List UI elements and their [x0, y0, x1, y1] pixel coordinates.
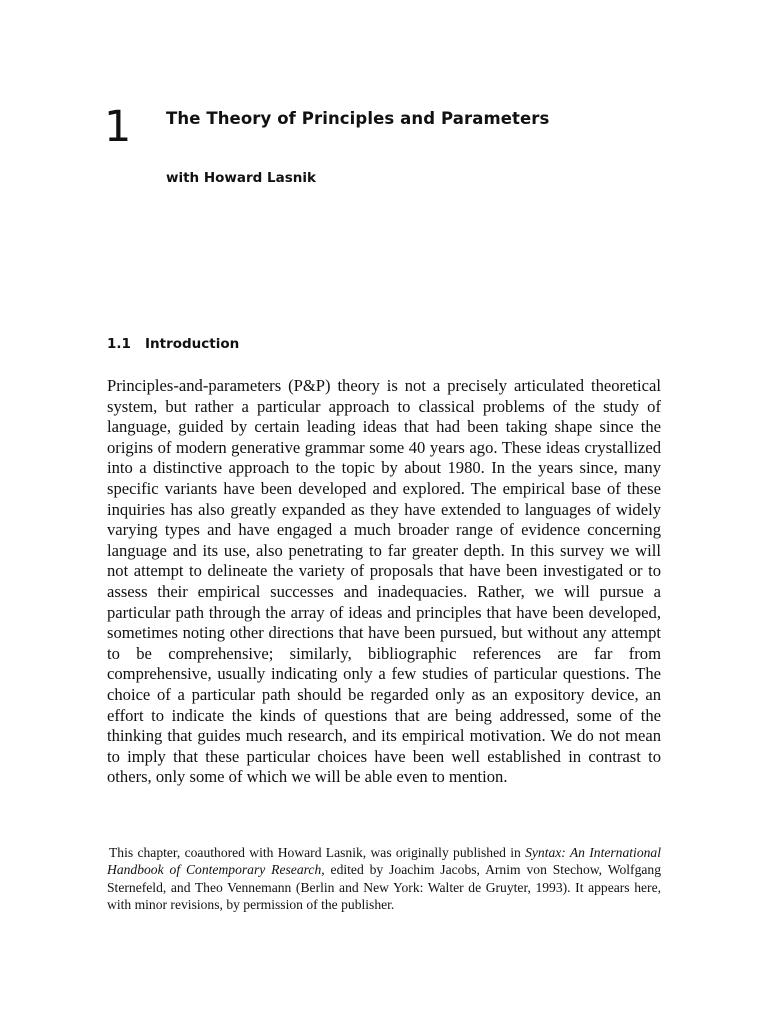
- body-paragraph: Principles-and-parameters (P&P) theory is not a precisely articulated theoretical system, but rather a particular approach to classical problems of the study of language, guided by certain leading ideas that had been taking shape since the origins of modern generative grammar some 40 years ago. These ideas crystallized into a distinctive approach to the topic by about 1980. In the years since, many specific variants have been developed and explored. The empirical base of these inquiries has also greatly expanded as they have extended to languages of widely varying types and have engaged a much broader range of evidence concerning language and its use, also penetrating to far greater depth. In this survey we will not attempt to delineate the variety of proposals that have been investigated or to assess their empirical successes and inadequacies. Rather, we will pursue a particular path through the array of ideas and principles that have been developed, sometimes noting other directions that have been pursued, but without any attempt to be comprehensive; similarly, bibliographic references are far from comprehensive, usually indicating only a few studies of particular questions. The choice of a particular path should be regarded only as an expository device, an effort to indicate the kinds of questions that are being addressed, some of the thinking that guides much research, and its empirical motivation. We do not mean to imply that these particular choices have been well established in contrast to others, only some of which we will be able even to mention.: [107, 376, 661, 787]
- chapter-title: The Theory of Principles and Parameters: [166, 109, 550, 128]
- footnote-book-title: Syntax: An International Handbook of Contemporary Research: [107, 845, 661, 878]
- section-title: Introduction: [145, 336, 240, 352]
- chapter-author: with Howard Lasnik: [166, 170, 317, 186]
- section-number: 1.1: [107, 336, 131, 352]
- chapter-number: 1: [104, 102, 132, 152]
- section-heading: [107, 336, 239, 352]
- footnote: [107, 844, 661, 914]
- footnote-text-end: , edited by Joachim Jacobs, Arnim von Stechow, Wolfgang Sternefeld, and Theo Vennemann (Berlin and New York: Walter de Gruyter, 1993). It appears here, with minor revisions, by permission of the publisher.: [107, 862, 661, 913]
- footnote-text-start: This chapter, coauthored with Howard Lasnik, was originally published in: [109, 845, 526, 860]
